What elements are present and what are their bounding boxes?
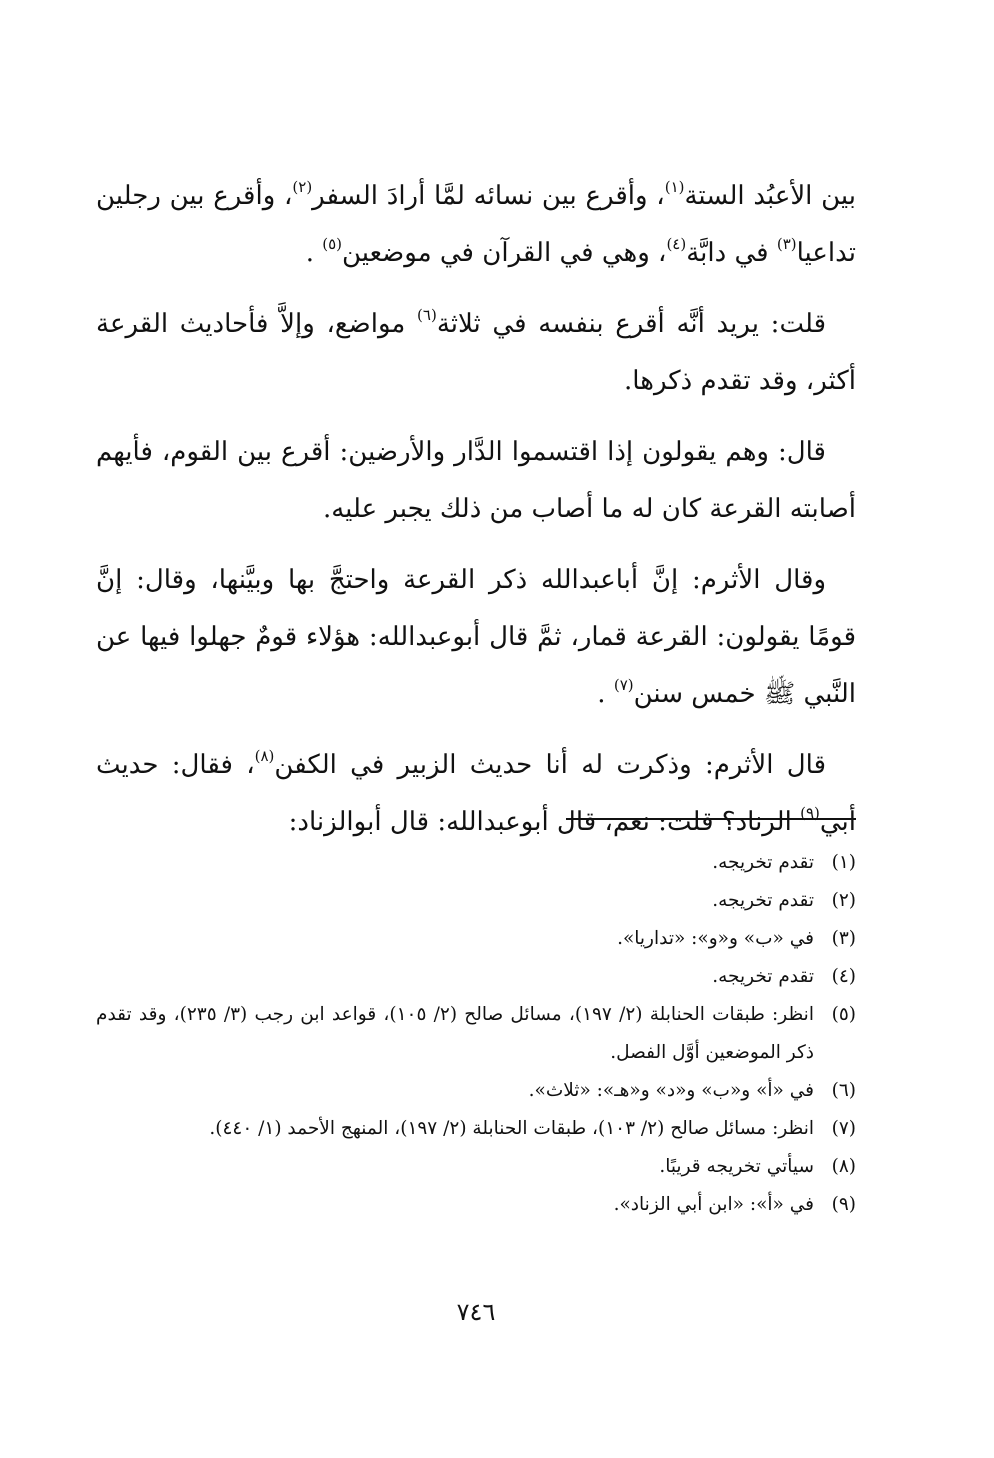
footnote-number: (٤)	[831, 966, 856, 987]
footnote-text: في «أ»: «ابن أبي الزناد».	[613, 1194, 814, 1215]
paragraph-2	[96, 296, 856, 410]
footnote-text: سيأتي تخريجه قريبًا.	[659, 1156, 814, 1177]
footnote-9	[96, 1186, 856, 1224]
text-run: ، وهي في القرآن في موضعين	[342, 238, 667, 268]
footnote-marker: (٧)	[613, 676, 634, 694]
footnotes	[96, 844, 856, 1224]
text-run: قال: وهم يقولون إذا اقتسموا الدَّار والأرضين: أقرع بين القوم، فأيهم أصابته القرعة كان له ما أصاب من ذلك يجبر عليه.	[96, 437, 856, 524]
footnote-4	[96, 958, 856, 996]
footnote-number: (٢)	[831, 890, 856, 911]
text-run: قال الأثرم: وذكرت له أنا حديث الزبير في الكفن	[274, 750, 826, 780]
footnote-7	[96, 1110, 856, 1148]
footnote-6	[96, 1072, 856, 1110]
footnote-marker: (٢)	[292, 178, 313, 196]
footnote-separator	[566, 818, 856, 820]
text-run: بين الأعبُد الستة	[684, 181, 856, 211]
footnote-2	[96, 882, 856, 920]
paragraph-3	[96, 424, 856, 538]
footnote-marker: (٩)	[800, 804, 820, 822]
footnote-marker: (٥)	[322, 235, 342, 253]
text-run: قلت: يريد أنَّه أقرع بنفسه في ثلاثة	[436, 309, 827, 339]
footnote-text: في «ب» و«و»: «تداريا».	[617, 928, 814, 949]
text-run: الزناد؟ قلت: نعم، قال أبوعبدالله: قال أبوالزناد:	[288, 807, 801, 837]
footnote-5	[96, 996, 856, 1072]
footnote-text: انظر: طبقات الحنابلة (٢/ ١٩٧)، مسائل صالح (٢/ ١٠٥)، قواعد ابن رجب (٣/ ٢٣٥)، وقد تقدم ذكر الموضعين أوَّل الفصل.	[96, 1004, 814, 1063]
footnote-marker: (٦)	[417, 306, 437, 324]
text-run: ، فقال: حديث أبي	[96, 750, 856, 837]
paragraph-4	[96, 552, 856, 723]
page-number: ٧٤٦	[456, 1298, 496, 1326]
text-run: .	[305, 238, 323, 268]
footnote-number: (٧)	[831, 1118, 856, 1139]
footnote-text: تقدم تخريجه.	[712, 852, 814, 873]
footnote-number: (٩)	[831, 1194, 856, 1215]
text-run: مواضع، وإلاَّ فأحاديث القرعة أكثر، وقد تقدم ذكرها.	[96, 309, 856, 396]
footnote-marker: (٨)	[254, 747, 275, 765]
main-text	[96, 168, 856, 851]
text-run: .	[597, 679, 614, 709]
footnote-marker: (٣)	[776, 235, 797, 253]
paragraph-5	[96, 737, 856, 851]
footnote-number: (١)	[831, 852, 856, 873]
footnote-number: (٥)	[831, 1004, 856, 1025]
footnote-3	[96, 920, 856, 958]
footnote-marker: (٤)	[666, 235, 687, 253]
footnote-number: (٣)	[831, 928, 856, 949]
footnote-marker: (١)	[664, 178, 685, 196]
paragraph-1	[96, 168, 856, 282]
text-run: ، وأقرع بين رجلين تداعيا	[96, 181, 856, 268]
footnote-text: تقدم تخريجه.	[712, 890, 814, 911]
text-run: ، وأقرع بين نسائه لمَّا أرادَ السفر	[312, 181, 665, 211]
footnote-text: تقدم تخريجه.	[712, 966, 814, 987]
footnote-1	[96, 844, 856, 882]
footnote-text: في «أ» و«ب» و«د» و«هـ»: «ثلاث».	[528, 1080, 814, 1101]
text-run: وقال الأثرم: إنَّ أباعبدالله ذكر القرعة واحتجَّ بها وبيَّنها، وقال: إنَّ قومًا يقولون: القرعة قمار، ثمَّ قال أبوعبدالله: هؤلاء قومٌ جهلوا فيها عن النَّبي ﷺ خمس سنن	[96, 565, 856, 709]
document-page	[96, 168, 856, 1358]
footnote-8	[96, 1148, 856, 1186]
footnote-text: انظر: مسائل صالح (٢/ ١٠٣)، طبقات الحنابلة (٢/ ١٩٧)، المنهج الأحمد (١/ ٤٤٠).	[209, 1118, 814, 1139]
footnote-number: (٦)	[831, 1080, 856, 1101]
text-run: في دابَّة	[686, 238, 777, 268]
footnote-number: (٨)	[831, 1156, 856, 1177]
